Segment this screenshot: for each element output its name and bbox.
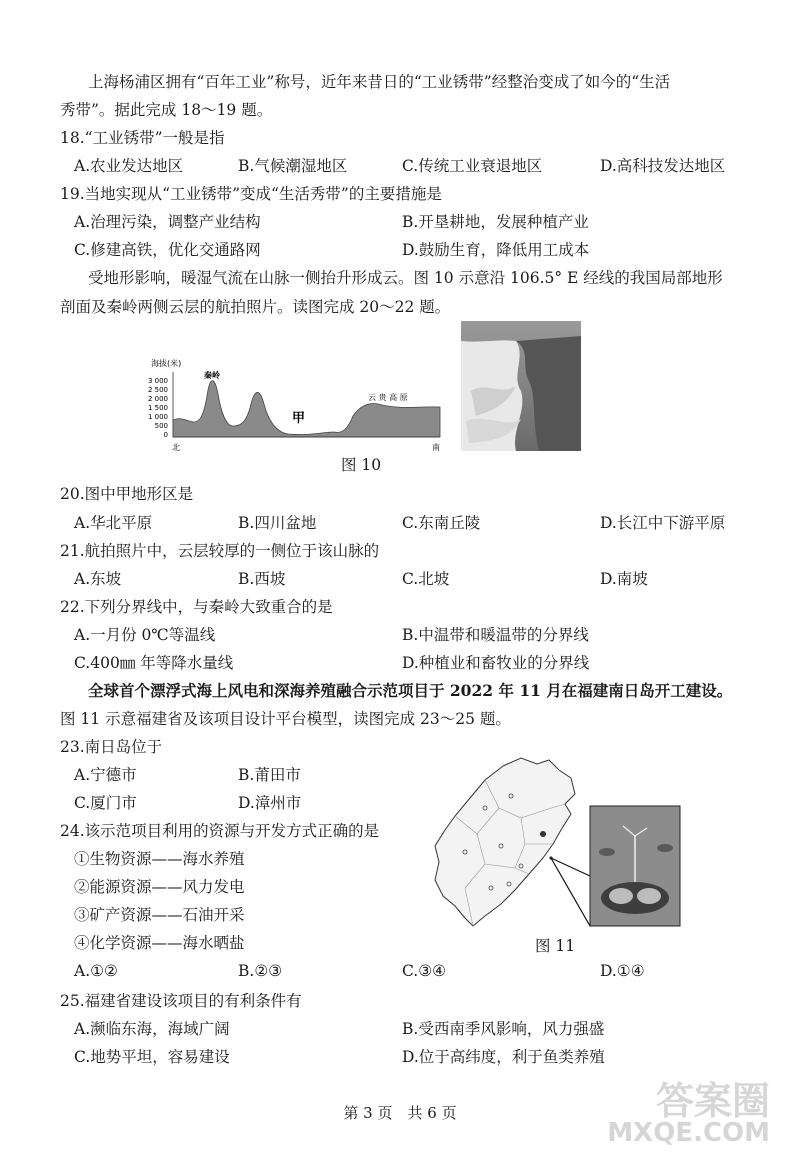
question-24-stem: 24.该示范项目利用的资源与开发方式正确的是 — [60, 822, 380, 840]
ytick-3000: 3 000 — [147, 377, 168, 385]
question-25-stem: 25.福建省建设该项目的有利条件有 — [60, 992, 302, 1010]
fuzhou-capital-marker — [540, 831, 546, 837]
q25-option-b[interactable]: B.受西南季风影响，风力强盛 — [402, 1020, 605, 1038]
intro-paragraph-20-22-line1: 受地形影响，暖湿气流在山脉一侧抬升形成云。图 10 示意沿 106.5° E 经线的我国局部地形 — [88, 269, 723, 287]
q19-option-b[interactable]: B.开垦耕地，发展种植产业 — [402, 213, 589, 231]
q22-option-a[interactable]: A.一月份 0℃等温线 — [74, 626, 216, 644]
q21-option-a[interactable]: A.东坡 — [74, 570, 122, 588]
q24-option-a[interactable]: A.①② — [74, 962, 118, 980]
fujian-map-figure — [425, 748, 685, 948]
q21-option-b[interactable]: B.西坡 — [238, 570, 286, 588]
q20-option-c[interactable]: C.东南丘陵 — [402, 514, 481, 532]
q21-option-d[interactable]: D.南坡 — [600, 570, 648, 588]
q20-option-a[interactable]: A.华北平原 — [74, 514, 153, 532]
terrain-profile-area — [173, 381, 440, 437]
q25-option-d[interactable]: D.位于高纬度，利于鱼类养殖 — [402, 1048, 605, 1066]
q25-option-a[interactable]: A.濒临东海，海域广阔 — [74, 1020, 230, 1038]
ytick-2000: 2 000 — [147, 395, 168, 403]
intro-paragraph-23-25-line2: 图 11 示意福建省及该项目设计平台模型，读图完成 23～25 题。 — [60, 710, 511, 728]
figure-11-caption: 图 11 — [535, 937, 576, 955]
q22-option-d[interactable]: D.种植业和畜牧业的分界线 — [402, 654, 590, 672]
intro-paragraph-18-19-line2: 秀带”。据此完成 18～19 题。 — [60, 101, 273, 119]
q23-option-c[interactable]: C.厦门市 — [74, 794, 137, 812]
q23-option-d[interactable]: D.漳州市 — [238, 794, 302, 812]
watermark-url: MXQE.COM — [607, 1118, 770, 1148]
ytick-500: 500 — [154, 422, 168, 430]
ytick-0: 0 — [163, 431, 168, 439]
ytick-2500: 2 500 — [147, 386, 168, 394]
profile-y-ticks — [148, 377, 168, 439]
aerial-cloud-photo — [461, 321, 581, 451]
q20-option-b[interactable]: B.四川盆地 — [238, 514, 317, 532]
q22-option-c[interactable]: C.400㎜ 年等降水量线 — [74, 654, 234, 672]
q19-option-c[interactable]: C.修建高铁，优化交通路网 — [74, 241, 261, 259]
label-jia: 甲 — [292, 411, 306, 426]
q21-option-c[interactable]: C.北坡 — [402, 570, 450, 588]
q18-option-c[interactable]: C.传统工业衰退地区 — [402, 157, 543, 175]
question-19-stem: 19.当地实现从“工业锈带”变成“生活秀带”的主要措施是 — [60, 185, 442, 203]
q23-option-a[interactable]: A.宁德市 — [74, 766, 137, 784]
q24-option-b[interactable]: B.②③ — [238, 962, 283, 980]
ytick-1000: 1 000 — [147, 413, 168, 421]
profile-y-label: 海拔(米) — [151, 359, 182, 368]
q19-option-a[interactable]: A.治理污染，调整产业结构 — [74, 213, 261, 231]
q23-option-b[interactable]: B.莆田市 — [238, 766, 301, 784]
q18-option-d[interactable]: D.高科技发达地区 — [600, 157, 726, 175]
label-qinling: 秦岭 — [204, 371, 220, 380]
q18-option-a[interactable]: A.农业发达地区 — [74, 157, 184, 175]
question-23-stem: 23.南日岛位于 — [60, 738, 163, 756]
q19-option-d[interactable]: D.鼓励生育，降低用工成本 — [402, 241, 590, 259]
q24-item-1: ①生物资源——海水养殖 — [74, 850, 245, 868]
q24-item-4: ④化学资源——海水晒盐 — [74, 934, 245, 952]
intro-paragraph-23-25-line1: 全球首个漂浮式海上风电和深海养殖融合示范项目于 2022 年 11 月在福建南日岛开工建设。 — [88, 681, 733, 700]
terrain-profile-figure — [138, 350, 448, 460]
question-22-stem: 22.下列分界线中，与秦岭大致重合的是 — [60, 598, 333, 616]
page-footer: 第 3 页 共 6 页 — [343, 1104, 457, 1122]
q24-option-c[interactable]: C.③④ — [402, 962, 447, 980]
fujian-province-outline — [435, 758, 575, 926]
q24-item-2: ②能源资源——风力发电 — [74, 878, 245, 896]
ytick-1500: 1 500 — [147, 404, 168, 412]
q25-option-c[interactable]: C.地势平坦，容易建设 — [74, 1048, 230, 1066]
question-20-stem: 20.图中甲地形区是 — [60, 485, 194, 503]
q20-option-d[interactable]: D.长江中下游平原 — [600, 514, 726, 532]
q22-option-b[interactable]: B.中温带和暖温带的分界线 — [402, 626, 589, 644]
question-21-stem: 21.航拍照片中，云层较厚的一侧位于该山脉的 — [60, 542, 380, 560]
label-north: 北 — [172, 443, 180, 452]
watermark-logo-text: 答案圈 — [655, 1079, 770, 1123]
intro-paragraph-20-22-line2: 剖面及秦岭两侧云层的航拍照片。读图完成 20～22 题。 — [60, 298, 451, 316]
q24-item-3: ③矿产资源——石油开采 — [74, 906, 245, 924]
label-yungui-plateau: 云 贵 高 原 — [368, 393, 408, 402]
q18-option-b[interactable]: B.气候潮湿地区 — [238, 157, 348, 175]
question-18-stem: 18.“工业锈带”一般是指 — [60, 129, 225, 147]
intro-paragraph-18-19-line1: 上海杨浦区拥有“百年工业”称号，近年来昔日的“工业锈带”经整治变成了如今的“生活 — [88, 73, 671, 91]
q24-option-d[interactable]: D.①④ — [600, 962, 645, 980]
figure-10-caption: 图 10 — [341, 456, 382, 474]
label-south: 南 — [432, 443, 440, 452]
